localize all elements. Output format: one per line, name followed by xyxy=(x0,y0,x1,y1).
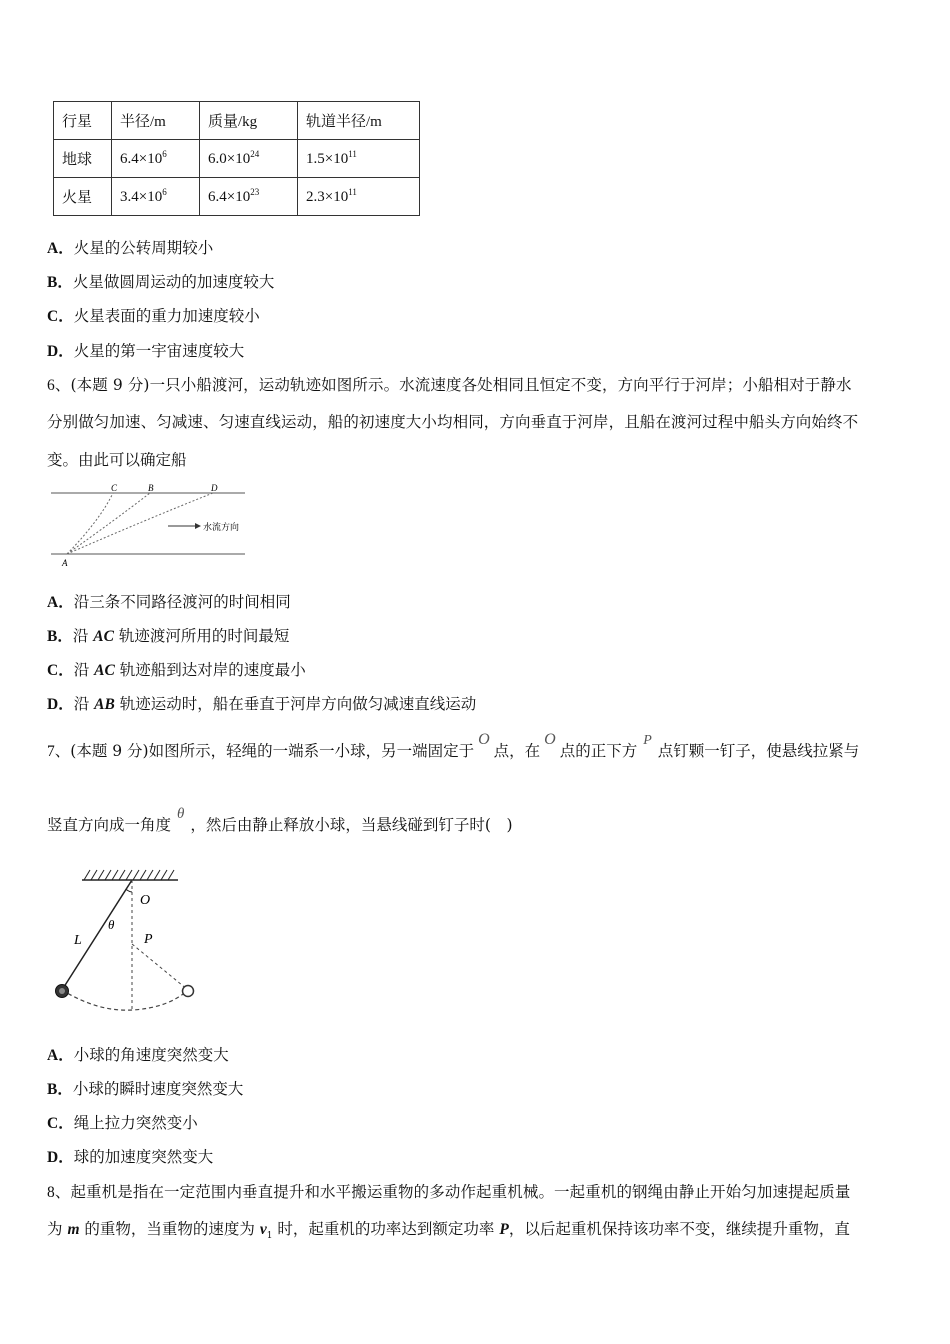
table-row xyxy=(54,140,420,178)
q6-option-d: D．沿 AB 轨迹运动时，船在垂直于河岸方向做匀减速直线运动 xyxy=(47,695,477,713)
q8-stem-line1: 8、起重机是指在一定范围内垂直提升和水平搬运重物的多动作起重机械。一起重机的钢绳由静止开始匀加速提起质量 xyxy=(47,1183,851,1201)
q5-option-b: B．火星做圆周运动的加速度较大 xyxy=(47,273,275,291)
table-cell: $2.3\times 10^{11}$ xyxy=(298,178,420,216)
q7-stem-line2: 竖直方向成一角度θ，然后由静止释放小球，当悬线碰到钉子时( ) xyxy=(47,806,513,834)
q7-option-b: B．小球的瞬时速度突然变大 xyxy=(47,1080,244,1098)
table-cell: 地球 xyxy=(54,140,112,178)
table-header-cell: 行星 xyxy=(54,102,112,140)
q6-option-b: B．沿 AC 轨迹渡河所用的时间最短 xyxy=(47,627,290,645)
q6-option-a: A．沿三条不同路径渡河的时间相同 xyxy=(47,593,291,611)
flow-arrow-head xyxy=(195,523,201,529)
symbol-o: O xyxy=(478,731,490,748)
label-c: C xyxy=(111,483,118,493)
q7-stem-line1: 7、(本题 9 分)如图所示，轻绳的一端系一小球，另一端固定于O点，在O点的正下方P点钉颗一钉子，使悬线拉紧与 xyxy=(47,731,860,760)
symbol-p: P xyxy=(643,733,652,748)
label-o: O xyxy=(140,893,151,908)
q6-stem-line1: 6、(本题 9 分)一只小船渡河，运动轨迹如图所示。水流速度各处相同且恒定不变，方向平行于河岸；小船相对于静水 xyxy=(47,376,852,394)
ball-start-highlight xyxy=(59,988,65,994)
q5-option-a: A．火星的公转周期较小 xyxy=(47,239,214,257)
label-theta: θ xyxy=(108,917,115,932)
table-cell: $1.5\times 10^{11}$ xyxy=(298,140,420,178)
table-header-cell: 半径/m xyxy=(112,102,200,140)
q5-option-d: D．火星的第一宇宙速度较大 xyxy=(47,342,245,360)
q6-stem-line2: 分别做匀加速、匀减速、匀速直线运动，船的初速度大小均相同，方向垂直于河岸，且船在渡河过程中船头方向始终不 xyxy=(47,413,859,431)
rope-line xyxy=(62,880,132,990)
symbol-theta: θ xyxy=(177,806,185,822)
table-cell: $6.0\times 10^{24}$ xyxy=(200,140,298,178)
q8-stem-line2: 为 m 的重物，当重物的速度为 $v_1$ 时，起重机的功率达到额定功率 P，以后起重机保持该功率不变，继续提升重物，直 xyxy=(47,1220,850,1242)
q5-option-c: C．火星表面的重力加速度较小 xyxy=(47,307,260,325)
table-header-cell: 轨道半径/m xyxy=(298,102,420,140)
table-header-cell: 质量/kg xyxy=(200,102,298,140)
label-b: B xyxy=(148,483,154,493)
path-ac xyxy=(67,493,113,554)
table-cell: $3.4\times 10^6$ xyxy=(112,178,200,216)
table-cell: 火星 xyxy=(54,178,112,216)
label-l: L xyxy=(74,933,82,948)
river-crossing-figure xyxy=(45,480,255,570)
label-d: D xyxy=(211,483,218,493)
ceiling-hatching xyxy=(84,870,174,880)
path-ad xyxy=(67,493,213,554)
planet-table xyxy=(53,101,420,216)
table-cell: $6.4\times 10^6$ xyxy=(112,140,200,178)
ball-end xyxy=(183,986,194,997)
q7-option-c: C．绳上拉力突然变小 xyxy=(47,1114,198,1132)
swing-arc-dashed xyxy=(62,990,188,1010)
q7-option-a: A．小球的角速度突然变大 xyxy=(47,1046,229,1064)
q6-stem-line3: 变。由此可以确定船 xyxy=(47,451,187,469)
q6-option-c: C．沿 AC 轨迹船到达对岸的速度最小 xyxy=(47,661,306,679)
label-p: P xyxy=(144,932,153,947)
label-a: A xyxy=(62,558,68,568)
q7-option-d: D．球的加速度突然变大 xyxy=(47,1148,214,1166)
flow-direction-label: 水流方向 xyxy=(203,523,240,533)
table-row xyxy=(54,178,420,216)
pendulum-figure xyxy=(48,862,208,1022)
shortened-rope-dashed xyxy=(132,944,188,990)
table-cell: $6.4\times 10^{23}$ xyxy=(200,178,298,216)
angle-arc xyxy=(126,889,132,892)
table-header-row xyxy=(54,102,420,140)
symbol-o: O xyxy=(544,731,556,748)
